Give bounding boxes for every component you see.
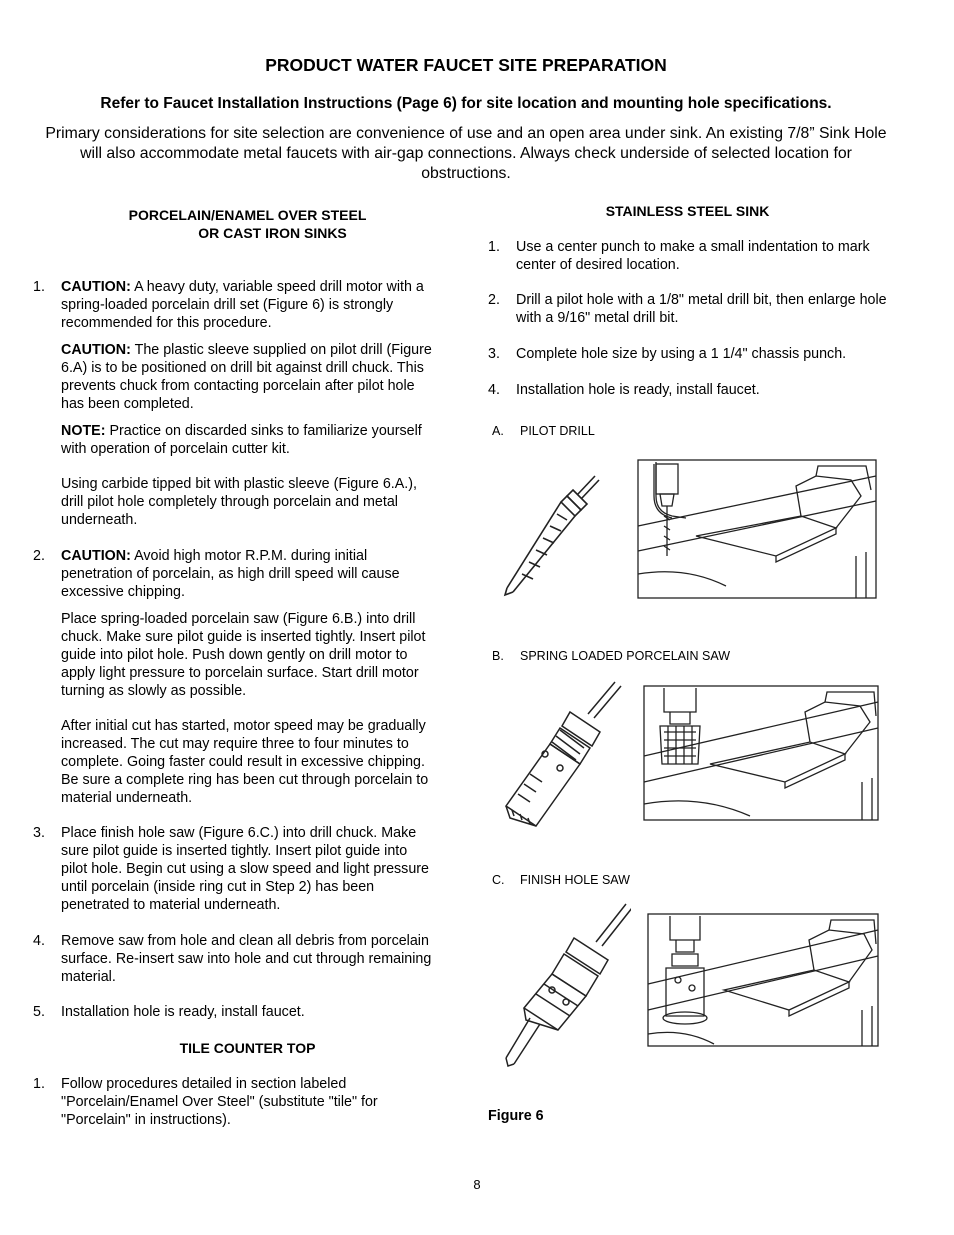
step-number: 1. (33, 279, 45, 295)
step-number: 4. (33, 933, 45, 949)
step-number: 5. (33, 1004, 45, 1020)
pilot-drill-illustration (495, 468, 605, 598)
step3-text: Place finish hole saw (Figure 6.C.) into drill chuck. Make sure pilot guide is inserted tightly. Insert pilot guide into pilot hole. Begin cut using a slow speed and light pressure until porcelain (inside ring cut in Step 2) has been penetrated to material underneath. (61, 825, 429, 913)
stainless-step4-text: Installation hole is ready, install faucet. (516, 382, 760, 398)
step1-caution2 (61, 341, 436, 413)
porcelain-heading-1: PORCELAIN/ENAMEL OVER STEEL (128, 207, 367, 223)
note-label: NOTE: (61, 423, 106, 439)
step-number: 2. (488, 292, 500, 308)
step-number: 1. (488, 239, 500, 255)
caution-text: A heavy duty, variable speed drill motor with a spring-loaded porcelain drill set (Figure 6) is strongly recommended for this procedure. (61, 279, 424, 331)
finish-hole-saw-illustration (496, 898, 631, 1068)
pilot-drill-sink-illustration (626, 456, 882, 606)
figure-caption: Figure 6 (488, 1108, 544, 1124)
caution-text: Avoid high motor R.P.M. during initial penetration of porcelain, as high drill speed will cause excessive chipping. (61, 548, 400, 600)
caution-label: CAUTION: (61, 342, 131, 358)
figure-a-label: PILOT DRILL (520, 424, 595, 438)
page-number: 8 (473, 1177, 481, 1192)
caution-label: CAUTION: (61, 548, 131, 564)
figure-b-label: SPRING LOADED PORCELAIN SAW (520, 649, 730, 663)
step-number: 4. (488, 382, 500, 398)
figure-b-letter: B. (492, 649, 504, 663)
stainless-step3-text: Complete hole size by using a 1 1/4" chassis punch. (516, 346, 847, 362)
step-number: 3. (488, 346, 500, 362)
step2-caution (61, 547, 436, 601)
caution-text: The plastic sleeve supplied on pilot drill (Figure 6.A) is to be positioned on drill bit against drill chuck. This prevents chuck from contacting porcelain after pilot hole has been completed. (61, 342, 432, 412)
stainless-step2-text: Drill a pilot hole with a 1/8" metal drill bit, then enlarge hole with a 9/16" metal drill bit. (516, 292, 887, 326)
stainless-heading: STAINLESS STEEL SINK (605, 203, 770, 219)
page-title: PRODUCT WATER FAUCET SITE PREPARATION (265, 55, 667, 75)
intro-paragraph: Primary considerations for site selection are convenience of use and an open area under sink. An existing 7/8” Sink Hole will also accommodate metal faucets with air-gap connections. Always check underside of selected location for obstructions. (45, 125, 887, 182)
figure-a-letter: A. (492, 424, 504, 438)
step4-text: Remove saw from hole and clean all debris from porcelain surface. Re-insert saw into hole and cut through remaining material. (61, 933, 432, 985)
tile-step1-text: Follow procedures detailed in section labeled "Porcelain/Enamel Over Steel" (substitute "tile" for "Porcelain" in instructions). (61, 1076, 378, 1128)
step1-note (61, 422, 436, 458)
caution-label: CAUTION: (61, 279, 131, 295)
porcelain-saw-sink-illustration (640, 682, 882, 824)
porcelain-heading-2: OR CAST IRON SINKS (198, 225, 347, 241)
figure-c-letter: C. (492, 873, 505, 887)
note-text: Practice on discarded sinks to familiarize yourself with operation of porcelain cutter kit. (61, 423, 422, 457)
step2-paragraph-2: After initial cut has started, motor speed may be gradually increased. The cut may require three to four minutes to complete. Going faster could result in excessive chipping. Be sure a complete ring has been cut through porcelain to material underneath. (61, 718, 429, 806)
finish-hole-saw-sink-illustration (644, 910, 882, 1050)
step2-paragraph-1: Place spring-loaded porcelain saw (Figure 6.B.) into drill chuck. Make sure pilot guide is inserted tightly. Insert pilot guide into pilot hole. Push down gently on drill motor to apply light pressure to porcelain surface. Start drill motor turning as slowly as possible. (61, 611, 426, 699)
porcelain-saw-illustration (500, 676, 625, 836)
tile-heading: TILE COUNTER TOP (179, 1040, 316, 1056)
step-number: 3. (33, 825, 45, 841)
figure-c-label: FINISH HOLE SAW (520, 873, 630, 887)
page-subtitle: Refer to Faucet Installation Instructions (Page 6) for site location and mounting hole specifications. (100, 95, 832, 112)
stainless-step1-text: Use a center punch to make a small indentation to mark center of desired location. (516, 239, 870, 273)
step5-text: Installation hole is ready, install faucet. (61, 1004, 305, 1020)
step-number: 2. (33, 548, 45, 564)
step1-caution (61, 278, 436, 332)
step1-paragraph: Using carbide tipped bit with plastic sleeve (Figure 6.A.), drill pilot hole completely through porcelain and metal underneath. (61, 476, 417, 528)
step-number: 1. (33, 1076, 45, 1092)
